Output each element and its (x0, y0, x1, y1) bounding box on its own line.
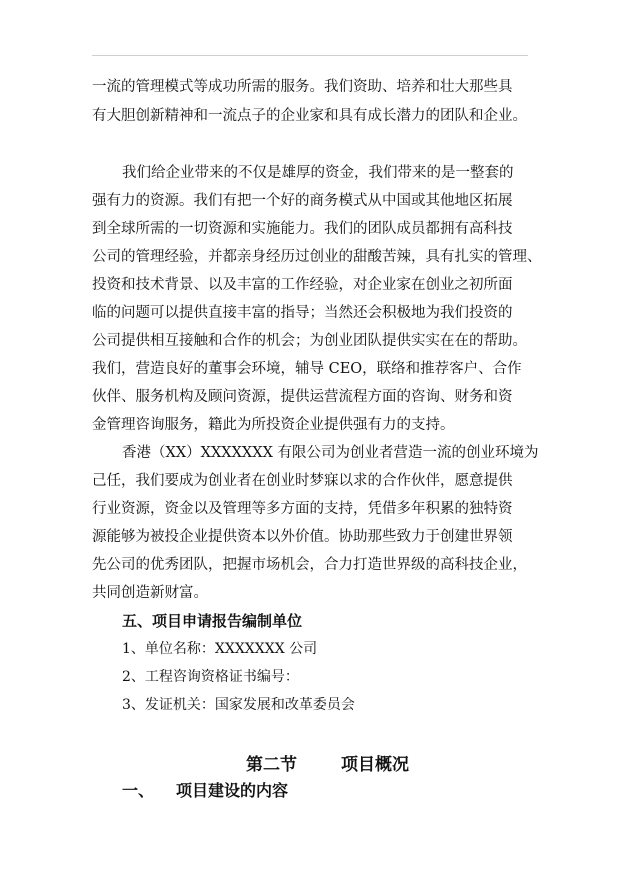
paragraph-3-line-2: 己任，我们要成为创业者在创业时梦寐以求的合作伙伴，愿意提供 (92, 473, 513, 489)
section-name: 项目概况 (341, 755, 409, 775)
paragraph-3-line-3: 行业资源，资金以及管理等多方面的支持，凭借多年积累的独特资 (92, 501, 513, 517)
paragraph-2-line-10: 金管理咨询服务，籍此为所投资企业提供强有力的支持。 (92, 417, 455, 433)
section-number: 第二节 (246, 755, 297, 775)
item-unit-name: 1、单位名称：XXXXXXX 公司 (122, 641, 318, 657)
paragraph-2-line-5: 投资和技术背景、以及丰富的工作经验，对企业家在创业之初所面 (92, 277, 513, 293)
item-certificate-number: 2、工程咨询资格证书编号： (122, 669, 299, 685)
page-header-rule (92, 55, 528, 56)
paragraph-2-line-9: 伙伴、服务机构及顾问资源，提供运营流程方面的咨询、财务和资 (92, 389, 513, 405)
paragraph-3-line-4: 源能够为被投企业提供资本以外价值。协助那些致力于创建世界领 (92, 529, 513, 545)
heading-construction-content (122, 778, 288, 801)
paragraph-2-line-3: 到全球所需的一切资源和实施能力。我们的团队成员都拥有高科技 (92, 221, 513, 237)
paragraph-2-line-4: 公司的管理经验，并都亲身经历过创业的甜酸苦辣，具有扎实的管理、 (92, 249, 542, 265)
paragraph-1-line-1: 一流的管理模式等成功所需的服务。我们资助、培养和壮大那些具 (92, 79, 513, 95)
paragraph-2-line-7: 公司提供相互接触和合作的机会；为创业团队提供实实在在的帮助。 (92, 333, 527, 349)
paragraph-2-line-6: 临的问题可以提供直接丰富的指导；当然还会积极地为我们投资的 (92, 305, 513, 321)
paragraph-3-line-1: 香港（XX）XXXXXXX 有限公司为创业者营造一流的创业环境为 (122, 445, 539, 461)
heading-project-report-unit: 五、项目申请报告编制单位 (122, 612, 303, 630)
heading-number: 一、 (122, 781, 155, 800)
paragraph-2-line-2: 强有力的资源。我们有把一个好的商务模式从中国或其他地区拓展 (92, 193, 513, 209)
section-title (246, 750, 409, 775)
heading-name: 项目建设的内容 (176, 781, 289, 800)
paragraph-3-line-6: 共同创造新财富。 (92, 585, 208, 601)
item-issuing-authority: 3、发证机关：国家发展和改革委员会 (122, 697, 355, 713)
paragraph-2-line-8: 我们，营造良好的董事会环境，辅导 CEO，联络和推荐客户、合作 (92, 361, 522, 377)
paragraph-2-line-1: 我们给企业带来的不仅是雄厚的资金，我们带来的是一整套的 (122, 165, 514, 181)
paragraph-3-line-5: 先公司的优秀团队，把握市场机会，合力打造世界级的高科技企业， (92, 557, 527, 573)
paragraph-1-line-2: 有大胆创新精神和一流点子的企业家和具有成长潜力的团队和企业。 (92, 108, 527, 124)
